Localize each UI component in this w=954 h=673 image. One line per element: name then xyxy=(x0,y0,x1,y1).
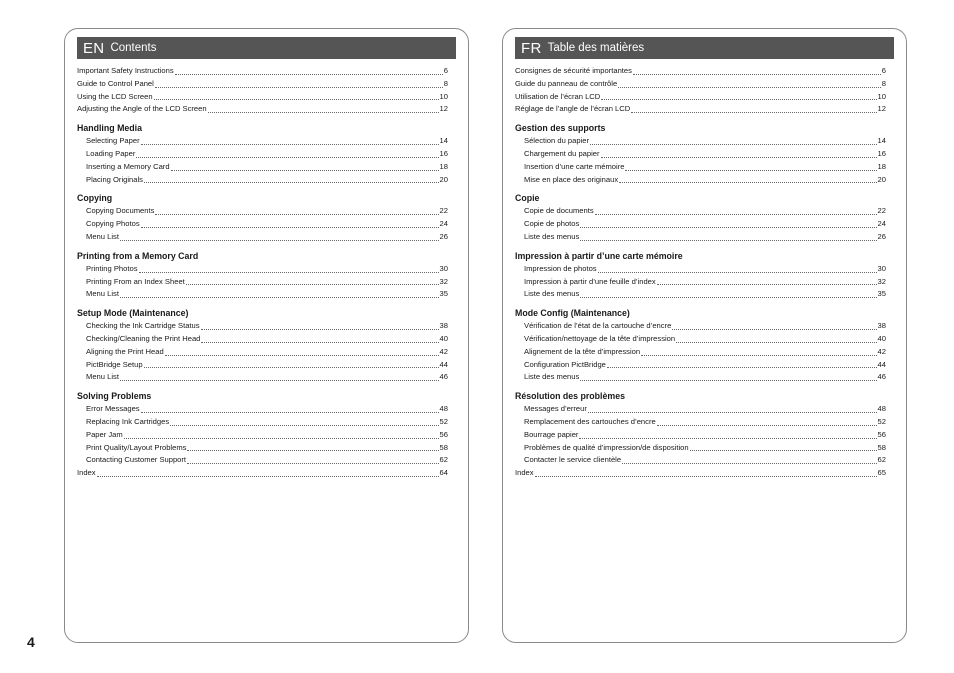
toc-entry-page: 58 xyxy=(439,442,448,452)
toc-entry-page: 20 xyxy=(877,174,886,184)
toc-entry-title: Contacter le service clientèle xyxy=(524,455,622,465)
toc-entry[interactable] xyxy=(77,276,448,289)
toc-entry-title: Checking the Ink Cartridge Status xyxy=(86,321,200,331)
toc-entry-page: 30 xyxy=(877,263,886,273)
toc-entry-title: Printing From an Index Sheet xyxy=(86,276,185,286)
toc-entry-title: Insertion d’une carte mémoire xyxy=(524,161,625,171)
dot-leader xyxy=(633,74,881,75)
dot-leader xyxy=(595,214,877,215)
toc-entry-title: Bourrage papier xyxy=(524,429,579,439)
toc-entry-title: Guide to Control Panel xyxy=(77,78,154,88)
toc-entry-page: 14 xyxy=(877,136,886,146)
dot-leader xyxy=(170,425,438,426)
toc-entry-page: 16 xyxy=(439,148,448,158)
toc-entry[interactable] xyxy=(515,78,886,91)
dot-leader xyxy=(579,438,876,439)
toc-entry[interactable] xyxy=(77,442,448,455)
dot-leader xyxy=(607,367,877,368)
toc-entry[interactable] xyxy=(515,333,886,346)
toc-entry[interactable] xyxy=(515,161,886,174)
toc-entry-page: 38 xyxy=(877,321,886,331)
toc-entry-title: Liste des menus xyxy=(524,372,580,382)
toc-entry-page: 24 xyxy=(439,219,448,229)
toc-entry-page: 52 xyxy=(877,416,886,426)
dot-leader xyxy=(601,99,876,100)
toc-entry-page: 46 xyxy=(877,372,886,382)
toc-entry-title: Consignes de sécurité importantes xyxy=(515,66,632,75)
toc-entry-title: Vérification de l’état de la cartouche d’encre xyxy=(524,321,672,331)
dot-leader xyxy=(590,144,877,145)
toc-entry-title: Checking/Cleaning the Print Head xyxy=(86,333,201,343)
toc-entry-title: Inserting a Memory Card xyxy=(86,161,170,171)
toc-entry[interactable] xyxy=(77,429,448,442)
toc-entry-title: Utilisation de l’écran LCD xyxy=(515,91,601,101)
contents-panel-en xyxy=(64,28,469,643)
toc-entry-page: 32 xyxy=(877,276,886,286)
contents-header-fr xyxy=(515,37,894,59)
toc-entry-title: Guide du panneau de contrôle xyxy=(515,78,618,88)
dot-leader xyxy=(124,438,439,439)
section-heading: Setup Mode (Maintenance) xyxy=(77,308,189,319)
dot-leader xyxy=(136,157,438,158)
toc-entry[interactable] xyxy=(515,454,886,467)
toc-entry-title: Remplacement des cartouches d’encre xyxy=(524,416,656,426)
toc-entry[interactable] xyxy=(77,135,448,148)
toc-entry-title: Print Quality/Layout Problems xyxy=(86,442,187,452)
toc-entry[interactable] xyxy=(515,371,886,384)
toc-entry[interactable] xyxy=(515,65,886,78)
section-heading: Copying xyxy=(77,193,113,204)
toc-entry-page: 48 xyxy=(877,404,886,414)
toc-entry-title: Paper Jam xyxy=(86,429,123,439)
toc-list-en xyxy=(77,65,448,480)
dot-leader xyxy=(657,425,877,426)
toc-entry-title: Messages d’erreur xyxy=(524,404,587,414)
toc-entry-title: Chargement du papier xyxy=(524,148,600,158)
dot-leader xyxy=(175,74,443,75)
toc-entry[interactable] xyxy=(77,65,448,78)
toc-entry[interactable] xyxy=(77,346,448,359)
toc-entry[interactable] xyxy=(515,205,886,218)
dot-leader xyxy=(690,450,877,451)
toc-entry[interactable] xyxy=(77,467,448,480)
language-code-en: EN xyxy=(83,39,105,57)
toc-entry-title: Copie de documents xyxy=(524,206,594,216)
section-heading: Solving Problems xyxy=(77,391,152,402)
dot-leader xyxy=(186,284,439,285)
toc-entry-title: Using the LCD Screen xyxy=(77,91,153,101)
toc-entry[interactable] xyxy=(77,148,448,161)
toc-entry-page: 58 xyxy=(877,442,886,452)
toc-entry[interactable] xyxy=(77,103,448,116)
toc-entry-title: Liste des menus xyxy=(524,231,580,241)
toc-entry[interactable] xyxy=(515,320,886,333)
toc-entry[interactable] xyxy=(515,429,886,442)
toc-entry[interactable] xyxy=(515,263,886,276)
toc-entry[interactable] xyxy=(77,174,448,187)
toc-entry-title: Index xyxy=(515,468,534,478)
dot-leader xyxy=(187,463,439,464)
toc-entry-page: 24 xyxy=(877,219,886,229)
toc-entry-page: 10 xyxy=(439,91,448,101)
toc-entry[interactable] xyxy=(515,218,886,231)
toc-entry-page: 26 xyxy=(877,231,886,241)
toc-entry-title: Sélection du papier xyxy=(524,136,590,146)
toc-entry-page: 48 xyxy=(439,404,448,414)
toc-entry-page: 40 xyxy=(439,333,448,343)
dot-leader xyxy=(120,297,439,298)
dot-leader xyxy=(171,170,439,171)
toc-entry-title: Configuration PictBridge xyxy=(524,359,606,369)
dot-leader xyxy=(208,112,439,113)
toc-entry-title: Impression à partir d’une feuille d’index xyxy=(524,276,656,286)
toc-entry-page: 18 xyxy=(439,161,448,171)
toc-entry-page: 8 xyxy=(881,78,886,88)
section-heading: Impression à partir d’une carte mémoire xyxy=(515,250,683,261)
toc-entry[interactable] xyxy=(515,103,886,116)
toc-entry-page: 6 xyxy=(881,66,886,75)
toc-entry[interactable] xyxy=(515,174,886,187)
section-heading: Mode Config (Maintenance) xyxy=(515,308,630,319)
toc-entry-page: 40 xyxy=(877,333,886,343)
toc-entry-page: 35 xyxy=(877,289,886,299)
toc-entry[interactable] xyxy=(77,416,448,429)
dot-leader xyxy=(165,355,439,356)
toc-entry-page: 12 xyxy=(439,104,448,114)
toc-entry-title: Copying Photos xyxy=(86,219,140,229)
toc-entry-page: 16 xyxy=(877,148,886,158)
toc-entry[interactable] xyxy=(77,161,448,174)
section-heading: Gestion des supports xyxy=(515,123,606,134)
toc-entry-page: 26 xyxy=(439,231,448,241)
toc-entry[interactable] xyxy=(515,442,886,455)
toc-entry-title: Vérification/nettoyage de la tête d’impression xyxy=(524,333,676,343)
section-heading: Printing from a Memory Card xyxy=(77,250,199,261)
toc-entry-title: Mise en place des originaux xyxy=(524,174,619,184)
toc-entry-title: Menu List xyxy=(86,231,119,241)
toc-entry-page: 38 xyxy=(439,321,448,331)
toc-entry-title: Liste des menus xyxy=(524,289,580,299)
contents-title-en: Contents xyxy=(110,42,157,54)
toc-entry-page: 62 xyxy=(439,455,448,465)
language-code-fr: FR xyxy=(521,39,542,57)
toc-entry[interactable] xyxy=(515,91,886,104)
toc-entry[interactable] xyxy=(77,91,448,104)
dot-leader xyxy=(144,367,439,368)
dot-leader xyxy=(535,476,877,477)
toc-entry-title: Menu List xyxy=(86,372,119,382)
toc-entry[interactable] xyxy=(77,454,448,467)
page-number: 4 xyxy=(27,634,35,650)
contents-panel-fr xyxy=(502,28,907,643)
toc-entry[interactable] xyxy=(77,263,448,276)
toc-entry-title: Aligning the Print Head xyxy=(86,346,164,356)
dot-leader xyxy=(618,87,881,88)
dot-leader xyxy=(120,240,439,241)
toc-entry-title: Copie de photos xyxy=(524,219,580,229)
toc-entry-title: Alignement de la tête d’impression xyxy=(524,346,641,356)
dot-leader xyxy=(154,99,439,100)
toc-entry[interactable] xyxy=(515,416,886,429)
dot-leader xyxy=(657,284,877,285)
toc-entry[interactable] xyxy=(515,288,886,301)
toc-entry-page: 42 xyxy=(877,346,886,356)
toc-entry-page: 12 xyxy=(877,104,886,114)
toc-entry-page: 52 xyxy=(439,416,448,426)
toc-entry-title: Important Safety Instructions xyxy=(77,66,174,75)
toc-entry-title: Printing Photos xyxy=(86,263,138,273)
toc-entry[interactable] xyxy=(77,78,448,91)
toc-entry-title: Problèmes de qualité d’impression/de disposition xyxy=(524,442,689,452)
toc-entry-page: 56 xyxy=(439,429,448,439)
dot-leader xyxy=(580,240,876,241)
toc-entry-title: Contacting Customer Support xyxy=(86,455,187,465)
toc-entry-page: 64 xyxy=(439,468,448,478)
dot-leader xyxy=(622,463,876,464)
toc-entry[interactable] xyxy=(77,359,448,372)
toc-entry[interactable] xyxy=(515,148,886,161)
toc-entry-title: Index xyxy=(77,468,96,478)
toc-entry-page: 32 xyxy=(439,276,448,286)
section-heading: Handling Media xyxy=(77,123,143,134)
dot-leader xyxy=(619,182,876,183)
toc-entry-title: Loading Paper xyxy=(86,148,136,158)
dot-leader xyxy=(139,272,439,273)
toc-entry-page: 6 xyxy=(443,66,448,75)
dot-leader xyxy=(598,272,877,273)
toc-entry[interactable] xyxy=(77,320,448,333)
dot-leader xyxy=(97,476,439,477)
toc-entry[interactable] xyxy=(515,231,886,244)
toc-entry-page: 44 xyxy=(877,359,886,369)
toc-entry-page: 22 xyxy=(439,206,448,216)
toc-entry[interactable] xyxy=(515,403,886,416)
toc-entry-page: 46 xyxy=(439,372,448,382)
toc-entry-title: Réglage de l’angle de l’écran LCD xyxy=(515,104,631,114)
dot-leader xyxy=(631,112,876,113)
toc-entry[interactable] xyxy=(77,231,448,244)
toc-entry[interactable] xyxy=(515,135,886,148)
toc-entry-page: 42 xyxy=(439,346,448,356)
dot-leader xyxy=(601,157,877,158)
toc-entry[interactable] xyxy=(515,467,886,480)
toc-entry[interactable] xyxy=(77,403,448,416)
section-heading: Résolution des problèmes xyxy=(515,391,625,402)
dot-leader xyxy=(676,342,876,343)
toc-entry-title: Replacing Ink Cartridges xyxy=(86,416,170,426)
dot-leader xyxy=(580,297,876,298)
toc-entry-page: 8 xyxy=(443,78,448,88)
toc-entry[interactable] xyxy=(77,218,448,231)
toc-entry-title: Impression de photos xyxy=(524,263,597,273)
toc-entry[interactable] xyxy=(77,333,448,346)
dot-leader xyxy=(144,182,439,183)
toc-entry-title: Copying Documents xyxy=(86,206,155,216)
toc-entry-title: PictBridge Setup xyxy=(86,359,143,369)
contents-title-fr: Table des matières xyxy=(547,42,645,54)
toc-entry-page: 56 xyxy=(877,429,886,439)
toc-entry-page: 22 xyxy=(877,206,886,216)
toc-entry-title: Selecting Paper xyxy=(86,136,140,146)
toc-entry[interactable] xyxy=(77,288,448,301)
dot-leader xyxy=(641,355,876,356)
toc-entry-title: Error Messages xyxy=(86,404,140,414)
toc-entry-page: 10 xyxy=(877,91,886,101)
toc-entry[interactable] xyxy=(77,205,448,218)
toc-entry[interactable] xyxy=(515,346,886,359)
dot-leader xyxy=(155,214,438,215)
dot-leader xyxy=(201,329,439,330)
toc-entry-page: 30 xyxy=(439,263,448,273)
toc-entry[interactable] xyxy=(77,371,448,384)
dot-leader xyxy=(625,170,876,171)
dot-leader xyxy=(155,87,443,88)
toc-entry-title: Adjusting the Angle of the LCD Screen xyxy=(77,104,207,114)
toc-entry-page: 18 xyxy=(877,161,886,171)
toc-entry-title: Placing Originals xyxy=(86,174,143,184)
section-heading: Copie xyxy=(515,193,540,204)
toc-entry-page: 44 xyxy=(439,359,448,369)
dot-leader xyxy=(588,412,877,413)
dot-leader xyxy=(120,380,439,381)
toc-entry-page: 14 xyxy=(439,136,448,146)
toc-entry[interactable] xyxy=(515,359,886,372)
toc-entry-page: 35 xyxy=(439,289,448,299)
dot-leader xyxy=(141,144,439,145)
dot-leader xyxy=(187,450,438,451)
dot-leader xyxy=(580,380,876,381)
contents-header-en xyxy=(77,37,456,59)
toc-entry-page: 20 xyxy=(439,174,448,184)
toc-entry-page: 62 xyxy=(877,455,886,465)
dot-leader xyxy=(201,342,438,343)
toc-entry-page: 65 xyxy=(877,468,886,478)
toc-list-fr xyxy=(515,65,886,480)
dot-leader xyxy=(141,227,439,228)
dot-leader xyxy=(672,329,876,330)
dot-leader xyxy=(141,412,439,413)
toc-entry-title: Menu List xyxy=(86,289,119,299)
dot-leader xyxy=(580,227,876,228)
toc-entry[interactable] xyxy=(515,276,886,289)
